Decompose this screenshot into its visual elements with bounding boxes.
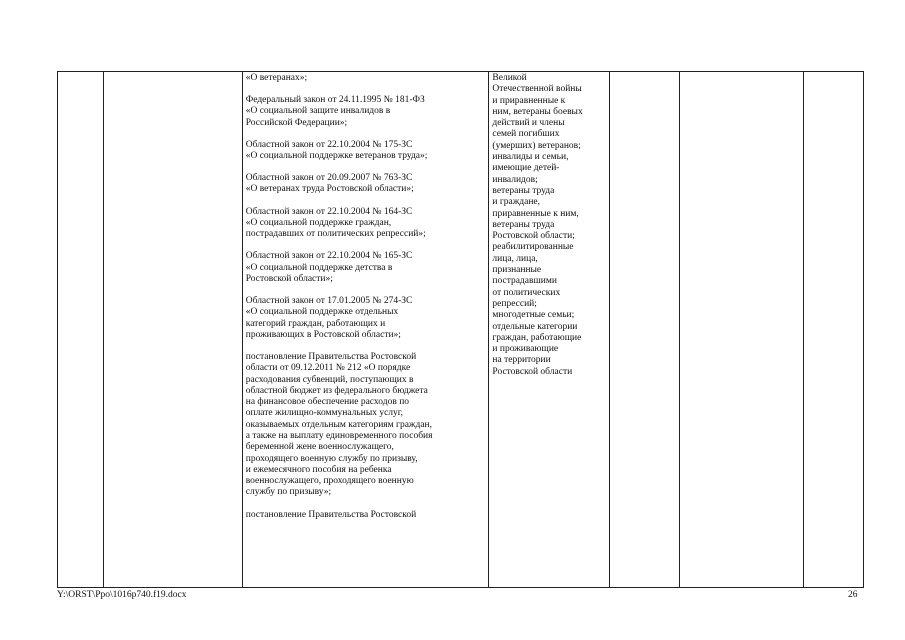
- recipient-line: и граждане,: [492, 197, 541, 208]
- recipients-list: [492, 73, 609, 378]
- legal-act-line: на финансовое обеспечение расходов по: [245, 397, 410, 408]
- recipient-line: Ростовской области: [492, 366, 573, 377]
- legal-act-line: областной бюджет из федерального бюджета: [245, 385, 428, 396]
- recipient-line: ветераны труда: [492, 185, 555, 196]
- recipient-line: (умерших) ветеранов;: [492, 140, 581, 151]
- legal-act-line: и ежемесячного пособия на ребенка: [245, 464, 392, 475]
- recipient-line: ним, ветераны боевых: [492, 106, 583, 117]
- legal-act-paragraph: [246, 352, 489, 499]
- legal-act-line: Российской Федерации»;: [245, 117, 348, 128]
- recipient-line: отдельные категории: [492, 321, 578, 332]
- legal-act-line: Областной закон от 17.01.2005 № 274-ЗС: [245, 295, 413, 306]
- recipient-line: инвалидов;: [492, 174, 538, 185]
- table-row: [58, 72, 864, 588]
- legal-act-line: Областной закон от 22.10.2004 № 175-ЗС: [245, 139, 413, 150]
- recipient-line: Ростовской области;: [492, 231, 575, 242]
- legal-act-line: Областной закон от 22.10.2004 № 165-ЗС: [245, 251, 413, 262]
- legal-act-line: Федеральный закон от 24.11.1995 № 181-ФЗ: [245, 95, 425, 106]
- legal-act-line: Областной закон от 22.10.2004 № 164-ЗС: [245, 206, 413, 217]
- legal-act-paragraph: [246, 510, 489, 521]
- legal-basis-list: [246, 73, 489, 521]
- recipient-line: ветераны труда: [492, 219, 555, 230]
- recipient-line: от политических: [492, 287, 561, 298]
- recipient-line: действий и члены: [492, 118, 565, 129]
- legal-act-line: «О социальной поддержке отдельных: [245, 307, 399, 318]
- legal-act-line: постановление Правительства Ростовской: [245, 509, 417, 520]
- legal-act-line: пострадавших от политических репрессий»;: [245, 229, 426, 240]
- footer-page-number: 26: [848, 590, 858, 600]
- table-cell-measure: [103, 72, 242, 588]
- recipient-line: репрессий;: [492, 298, 537, 309]
- legal-act-line: категорий граждан, работающих и: [245, 318, 386, 329]
- legal-act-line: проходящего военную службу по призыву,: [245, 453, 418, 464]
- recipient-line: признанные: [492, 265, 542, 276]
- recipient-line: многодетные семьи;: [492, 310, 575, 321]
- legal-act-line: расходования субвенций, поступающих в: [245, 374, 414, 385]
- recipient-line: семей погибших: [492, 129, 560, 140]
- recipient-line: пострадавшими: [492, 276, 557, 287]
- legal-act-paragraph: [246, 207, 489, 241]
- recipient-line: граждан, работающие: [492, 332, 582, 343]
- legal-act-line: службу по призыву»;: [245, 487, 332, 498]
- legal-act-paragraph: [246, 73, 489, 84]
- legal-act-line: Ростовской области»;: [245, 273, 333, 284]
- legal-act-line: «О социальной поддержке граждан,: [245, 217, 392, 228]
- legal-act-paragraph: [246, 95, 489, 129]
- recipient-line: и приравненные к: [492, 95, 566, 106]
- legal-act-line: постановление Правительства Ростовской: [245, 351, 417, 362]
- legal-act-line: оказываемых отдельным категориям граждан,: [245, 419, 432, 430]
- recipient-line: лица, лица,: [492, 253, 538, 264]
- footer-file-path: Y:\ORST\Ppo\1016p740.f19.docx: [57, 590, 187, 600]
- legal-act-paragraph: [246, 251, 489, 285]
- recipient-line: на территории: [492, 355, 551, 366]
- table-cell-empty-7: [804, 72, 864, 588]
- legal-act-line: Областной закон от 20.09.2007 № 763-ЗС: [245, 173, 413, 184]
- table-cell-legal-basis: [242, 72, 489, 588]
- table-cell-recipients: [489, 72, 610, 588]
- legal-act-line: «О ветеранах труда Ростовской области»;: [245, 184, 414, 195]
- legal-act-line: проживающих в Ростовской области»;: [245, 329, 401, 340]
- legal-act-line: области от 09.12.2011 № 212 «О порядке: [245, 363, 411, 374]
- legal-act-paragraph: [246, 140, 489, 163]
- table-cell-empty-5: [610, 72, 680, 588]
- recipient-line: Великой: [492, 73, 527, 83]
- recipient-line: и проживающие: [492, 344, 559, 355]
- legal-act-paragraph: [246, 173, 489, 196]
- recipient-line: инвалиды и семьи,: [492, 152, 569, 163]
- legal-act-line: военнослужащего, проходящего военную: [245, 476, 414, 487]
- recipient-line: Отечественной войны: [492, 84, 582, 95]
- legal-act-line: «О ветеранах»;: [245, 73, 308, 83]
- legal-act-line: а также на выплату единовременного пособия: [245, 431, 433, 441]
- program-table: [57, 71, 864, 588]
- table-cell-empty-6: [680, 72, 804, 588]
- legal-act-line: «О социальной защите инвалидов в: [245, 106, 391, 117]
- legal-act-paragraph: [246, 296, 489, 341]
- legal-act-line: оплате жилищно-коммунальных услуг,: [245, 408, 403, 419]
- table-cell-number: [58, 72, 104, 588]
- legal-act-line: беременной жене военнослужащего,: [245, 442, 394, 453]
- legal-act-line: «О социальной поддержке детства в: [245, 262, 393, 273]
- recipient-line: реабилитированные: [492, 242, 574, 253]
- legal-act-line: «О социальной поддержке ветеранов труда»;: [245, 151, 428, 162]
- recipient-line: приравненные к ним,: [492, 208, 579, 219]
- recipient-line: имеющие детей-: [492, 163, 560, 174]
